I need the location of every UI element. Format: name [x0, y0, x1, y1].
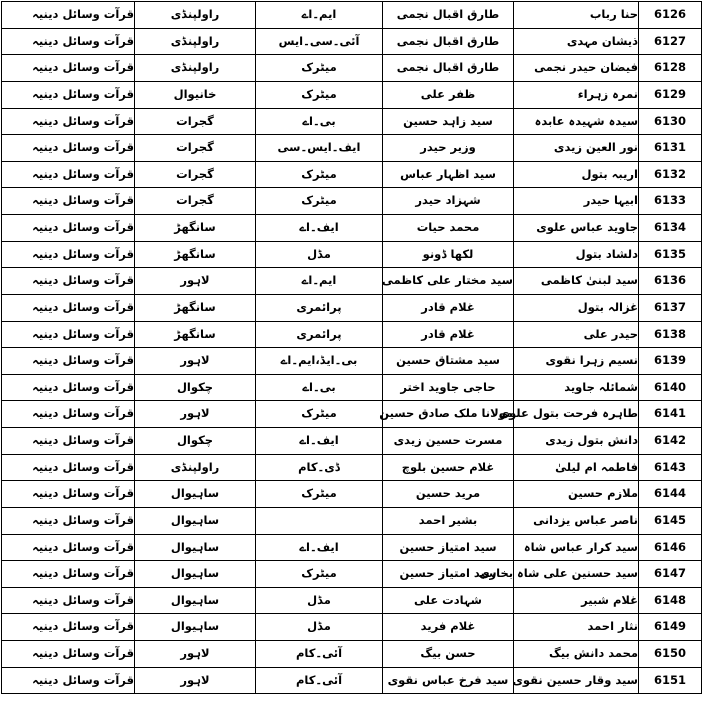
name-cell: ناصر عباس یزدانی [514, 507, 639, 534]
name-cell: نمرہ زہراء [514, 81, 639, 108]
serial-number-cell: 6137 [639, 294, 702, 321]
category-cell: قرآت وسائل دینیہ [2, 188, 135, 215]
name-cell: ابیہا حیدر [514, 188, 639, 215]
father-name-cell: غلام حسین بلوچ [383, 454, 514, 481]
category-cell: قرآت وسائل دینیہ [2, 587, 135, 614]
name-cell: سید حسنین علی شاہ بخاری [514, 561, 639, 588]
serial-number-cell: 6141 [639, 401, 702, 428]
table-row [2, 2, 702, 29]
qualification-cell: میٹرک [256, 401, 383, 428]
table-row [2, 587, 702, 614]
city-cell: لاہور [135, 667, 256, 694]
table-row [2, 81, 702, 108]
name-cell: اریبہ بتول [514, 161, 639, 188]
table-row [2, 534, 702, 561]
city-cell: راولپنڈی [135, 28, 256, 55]
category-cell: قرآت وسائل دینیہ [2, 348, 135, 375]
father-name-cell: سید امتیاز حسین [383, 561, 514, 588]
father-name-cell: غلام فرید [383, 614, 514, 641]
category-cell: قرآت وسائل دینیہ [2, 81, 135, 108]
city-cell: سانگھڑ [135, 321, 256, 348]
table-row [2, 614, 702, 641]
table-row [2, 481, 702, 508]
name-cell: حنا رباب [514, 2, 639, 29]
table-row [2, 268, 702, 295]
name-cell: دانش بتول زیدی [514, 428, 639, 455]
father-name-cell: بشیر احمد [383, 507, 514, 534]
qualification-cell: میٹرک [256, 188, 383, 215]
name-cell: فیضان حیدر نجمی [514, 55, 639, 82]
category-cell: قرآت وسائل دینیہ [2, 161, 135, 188]
city-cell: گجرات [135, 108, 256, 135]
serial-number-cell: 6146 [639, 534, 702, 561]
serial-number-cell: 6126 [639, 2, 702, 29]
registry-table-body [2, 2, 702, 694]
qualification-cell: میٹرک [256, 55, 383, 82]
category-cell: قرآت وسائل دینیہ [2, 507, 135, 534]
father-name-cell: مرید حسین [383, 481, 514, 508]
category-cell: قرآت وسائل دینیہ [2, 215, 135, 242]
city-cell: چکوال [135, 374, 256, 401]
father-name-cell: مسرت حسین زیدی [383, 428, 514, 455]
qualification-cell [256, 507, 383, 534]
name-cell: طاہرہ فرحت بتول علوی [514, 401, 639, 428]
qualification-cell: ایف۔اے [256, 428, 383, 455]
father-name-cell: شہادت علی [383, 587, 514, 614]
city-cell: راولپنڈی [135, 454, 256, 481]
father-name-cell: سید امتیاز حسین [383, 534, 514, 561]
qualification-cell: مڈل [256, 614, 383, 641]
name-cell: غزالہ بتول [514, 294, 639, 321]
category-cell: قرآت وسائل دینیہ [2, 428, 135, 455]
father-name-cell: سید مختار علی کاظمی [383, 268, 514, 295]
serial-number-cell: 6127 [639, 28, 702, 55]
qualification-cell: میٹرک [256, 561, 383, 588]
qualification-cell: مڈل [256, 587, 383, 614]
table-row [2, 454, 702, 481]
qualification-cell: ایف۔اے [256, 215, 383, 242]
city-cell: چکوال [135, 428, 256, 455]
father-name-cell: وزیر حیدر [383, 135, 514, 162]
category-cell: قرآت وسائل دینیہ [2, 55, 135, 82]
category-cell: قرآت وسائل دینیہ [2, 2, 135, 29]
serial-number-cell: 6134 [639, 215, 702, 242]
serial-number-cell: 6144 [639, 481, 702, 508]
table-row [2, 135, 702, 162]
serial-number-cell: 6145 [639, 507, 702, 534]
serial-number-cell: 6131 [639, 135, 702, 162]
category-cell: قرآت وسائل دینیہ [2, 241, 135, 268]
table-row [2, 561, 702, 588]
qualification-cell: بی۔اے [256, 108, 383, 135]
qualification-cell: میٹرک [256, 481, 383, 508]
city-cell: ساہیوال [135, 587, 256, 614]
table-row [2, 188, 702, 215]
city-cell: ساہیوال [135, 614, 256, 641]
category-cell: قرآت وسائل دینیہ [2, 135, 135, 162]
father-name-cell: سید زاہد حسین [383, 108, 514, 135]
serial-number-cell: 6139 [639, 348, 702, 375]
qualification-cell: آئی۔سی۔ایس [256, 28, 383, 55]
category-cell: قرآت وسائل دینیہ [2, 294, 135, 321]
serial-number-cell: 6147 [639, 561, 702, 588]
qualification-cell: ایم۔اے [256, 2, 383, 29]
name-cell: جاوید عباس علوی [514, 215, 639, 242]
category-cell: قرآت وسائل دینیہ [2, 108, 135, 135]
qualification-cell: ایف۔اے [256, 534, 383, 561]
serial-number-cell: 6142 [639, 428, 702, 455]
city-cell: راولپنڈی [135, 55, 256, 82]
serial-number-cell: 6148 [639, 587, 702, 614]
category-cell: قرآت وسائل دینیہ [2, 481, 135, 508]
name-cell: دلشاد بتول [514, 241, 639, 268]
category-cell: قرآت وسائل دینیہ [2, 534, 135, 561]
table-row [2, 241, 702, 268]
father-name-cell: مولانا ملک صادق حسین [383, 401, 514, 428]
father-name-cell: لکھا ڈونو [383, 241, 514, 268]
city-cell: راولپنڈی [135, 2, 256, 29]
father-name-cell: حسن بیگ [383, 641, 514, 668]
father-name-cell: سید اظہار عباس [383, 161, 514, 188]
city-cell: سانگھڑ [135, 241, 256, 268]
qualification-cell: بی۔ایڈ،ایم۔اے [256, 348, 383, 375]
father-name-cell: سید فرخ عباس نقوی [383, 667, 514, 694]
category-cell: قرآت وسائل دینیہ [2, 454, 135, 481]
table-row [2, 428, 702, 455]
category-cell: قرآت وسائل دینیہ [2, 268, 135, 295]
qualification-cell: بی۔اے [256, 374, 383, 401]
table-row [2, 215, 702, 242]
city-cell: لاہور [135, 401, 256, 428]
city-cell: گجرات [135, 161, 256, 188]
qualification-cell: پرائمری [256, 321, 383, 348]
serial-number-cell: 6149 [639, 614, 702, 641]
table-row [2, 161, 702, 188]
father-name-cell: ظفر علی [383, 81, 514, 108]
serial-number-cell: 6136 [639, 268, 702, 295]
father-name-cell: غلام قادر [383, 294, 514, 321]
city-cell: خانیوال [135, 81, 256, 108]
city-cell: ساہیوال [135, 534, 256, 561]
category-cell: قرآت وسائل دینیہ [2, 28, 135, 55]
name-cell: فاطمہ ام لیلیٰ [514, 454, 639, 481]
city-cell: ساہیوال [135, 507, 256, 534]
table-row [2, 641, 702, 668]
serial-number-cell: 6130 [639, 108, 702, 135]
serial-number-cell: 6150 [639, 641, 702, 668]
father-name-cell: طارق اقبال نجمی [383, 28, 514, 55]
serial-number-cell: 6129 [639, 81, 702, 108]
name-cell: ملازم حسین [514, 481, 639, 508]
qualification-cell: ایف۔ایس۔سی [256, 135, 383, 162]
table-row [2, 28, 702, 55]
category-cell: قرآت وسائل دینیہ [2, 401, 135, 428]
qualification-cell: مڈل [256, 241, 383, 268]
name-cell: نور العین زیدی [514, 135, 639, 162]
qualification-cell: آئی۔کام [256, 667, 383, 694]
qualification-cell: ڈی۔کام [256, 454, 383, 481]
table-row [2, 507, 702, 534]
father-name-cell: طارق اقبال نجمی [383, 55, 514, 82]
father-name-cell: محمد حیات [383, 215, 514, 242]
table-row [2, 321, 702, 348]
registry-table [1, 1, 702, 694]
city-cell: ساہیوال [135, 481, 256, 508]
father-name-cell: طارق اقبال نجمی [383, 2, 514, 29]
name-cell: حیدر علی [514, 321, 639, 348]
name-cell: سید کرار عباس شاہ [514, 534, 639, 561]
name-cell: نسیم زہرا نقوی [514, 348, 639, 375]
table-row [2, 294, 702, 321]
category-cell: قرآت وسائل دینیہ [2, 561, 135, 588]
table-row [2, 667, 702, 694]
city-cell: گجرات [135, 188, 256, 215]
qualification-cell: آئی۔کام [256, 641, 383, 668]
name-cell: سید لبنیٰ کاظمی [514, 268, 639, 295]
father-name-cell: سید مشتاق حسین [383, 348, 514, 375]
father-name-cell: حاجی جاوید اختر [383, 374, 514, 401]
serial-number-cell: 6128 [639, 55, 702, 82]
city-cell: سانگھڑ [135, 294, 256, 321]
name-cell: نثار احمد [514, 614, 639, 641]
serial-number-cell: 6151 [639, 667, 702, 694]
serial-number-cell: 6140 [639, 374, 702, 401]
city-cell: لاہور [135, 348, 256, 375]
city-cell: ساہیوال [135, 561, 256, 588]
category-cell: قرآت وسائل دینیہ [2, 614, 135, 641]
table-row [2, 401, 702, 428]
category-cell: قرآت وسائل دینیہ [2, 321, 135, 348]
serial-number-cell: 6138 [639, 321, 702, 348]
name-cell: سیدہ شہیدہ عابدہ [514, 108, 639, 135]
serial-number-cell: 6132 [639, 161, 702, 188]
name-cell: ذیشان مہدی [514, 28, 639, 55]
qualification-cell: میٹرک [256, 161, 383, 188]
father-name-cell: شہزاد حیدر [383, 188, 514, 215]
category-cell: قرآت وسائل دینیہ [2, 641, 135, 668]
serial-number-cell: 6135 [639, 241, 702, 268]
name-cell: سید وقار حسین نقوی [514, 667, 639, 694]
category-cell: قرآت وسائل دینیہ [2, 667, 135, 694]
table-row [2, 108, 702, 135]
name-cell: محمد دانش بیگ [514, 641, 639, 668]
city-cell: لاہور [135, 641, 256, 668]
city-cell: لاہور [135, 268, 256, 295]
table-row [2, 348, 702, 375]
name-cell: شمائلہ جاوید [514, 374, 639, 401]
qualification-cell: ایم۔اے [256, 268, 383, 295]
table-row [2, 55, 702, 82]
father-name-cell: غلام قادر [383, 321, 514, 348]
qualification-cell: میٹرک [256, 81, 383, 108]
city-cell: گجرات [135, 135, 256, 162]
name-cell: غلام شبیر [514, 587, 639, 614]
serial-number-cell: 6143 [639, 454, 702, 481]
city-cell: سانگھڑ [135, 215, 256, 242]
table-row [2, 374, 702, 401]
qualification-cell: پرائمری [256, 294, 383, 321]
serial-number-cell: 6133 [639, 188, 702, 215]
category-cell: قرآت وسائل دینیہ [2, 374, 135, 401]
